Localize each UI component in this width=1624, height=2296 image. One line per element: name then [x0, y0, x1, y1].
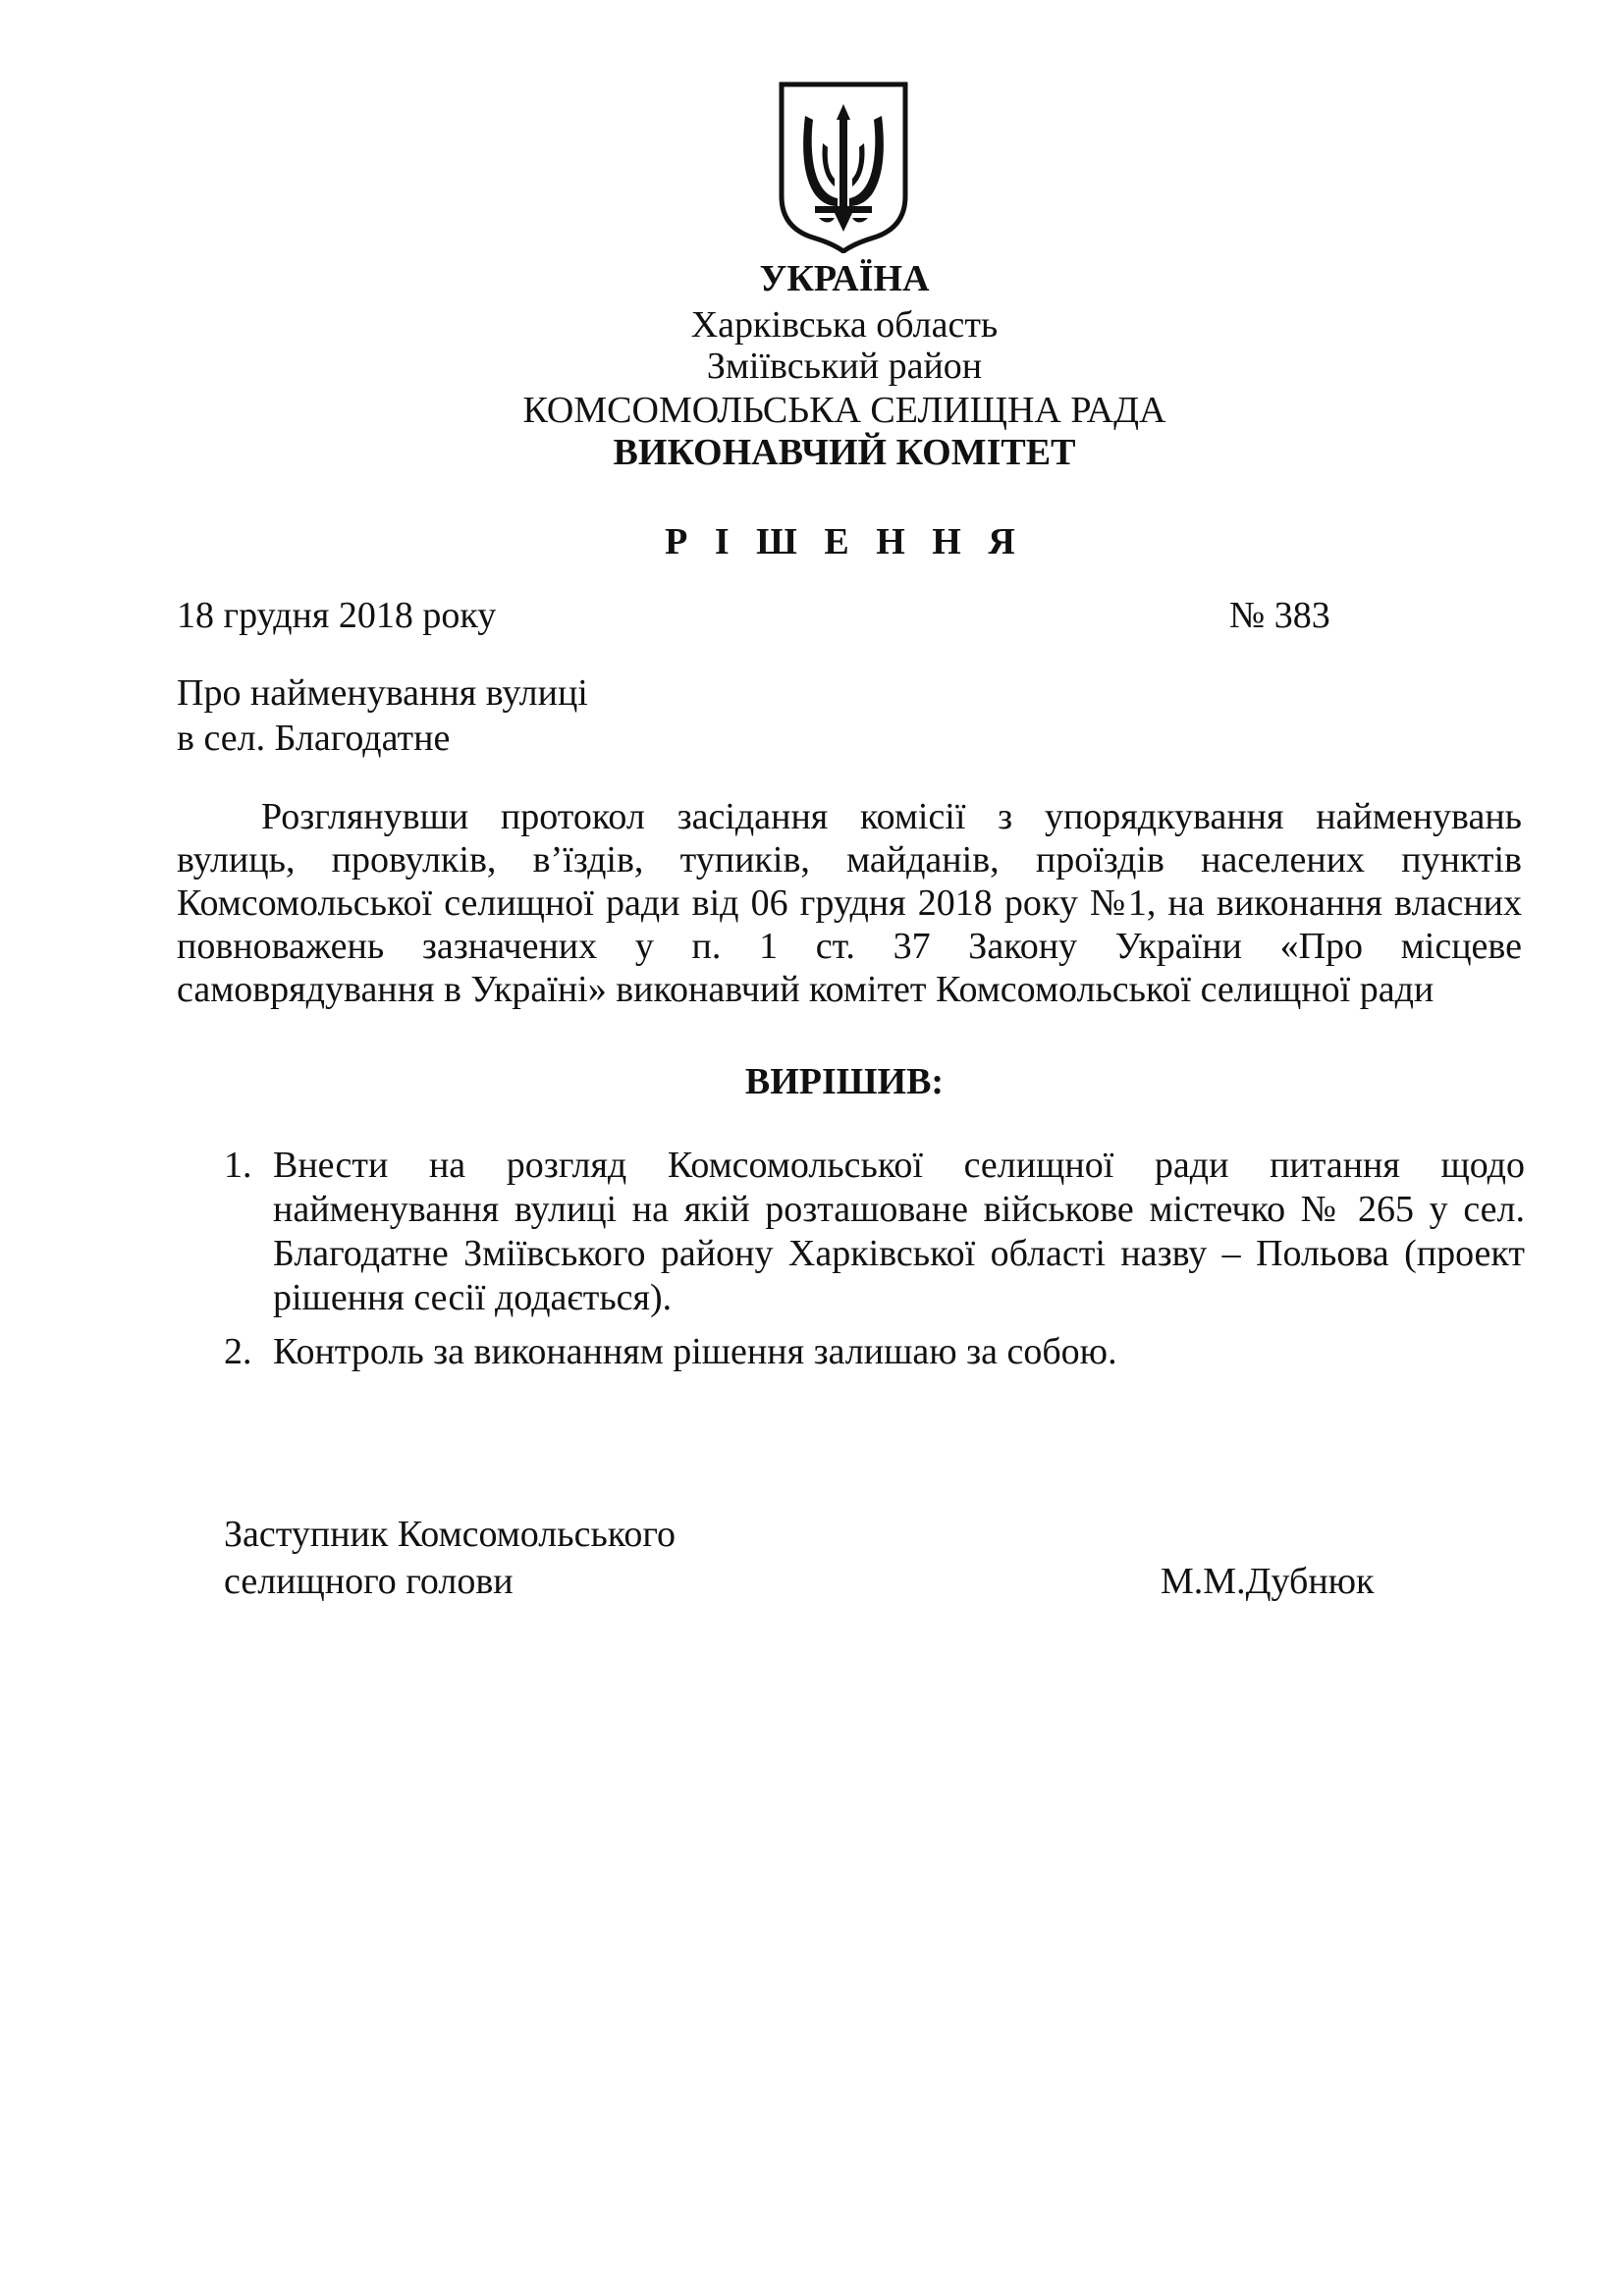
document-date: 18 грудня 2018 року — [177, 595, 497, 636]
preamble-line: Розглянувши протокол засідання комісії з упорядкування найменувань — [261, 796, 1522, 837]
list-item-line: найменування вулиці на якій розташоване військове містечко № 265 у сел. — [273, 1189, 1525, 1230]
council-heading: КОМСОМОЛЬСЬКА СЕЛИЩНА РАДА — [522, 390, 1166, 431]
oblast-heading: Харківська область — [690, 304, 999, 346]
list-item-line: рішення сесії додається). — [273, 1277, 673, 1318]
list-item-line: Внести на розгляд Комсомольської селищної ради питання щодо — [273, 1145, 1525, 1186]
trident-coat-of-arms-icon — [776, 80, 911, 253]
raion-heading: Зміївський район — [706, 346, 983, 387]
signatory-title-line: Заступник Комсомольського — [224, 1514, 676, 1555]
subject-line: в сел. Благодатне — [177, 718, 451, 759]
signatory-title-line: селищного голови — [224, 1561, 514, 1602]
preamble-line: повноважень зазначених у п. 1 ст. 37 Закону України «Про місцеве — [177, 926, 1522, 967]
preamble-line: самоврядування в Україні» виконавчий комітет Комсомольської селищної ради — [177, 969, 1435, 1010]
document-type-title: Р І Ш Е Н Н Я — [665, 521, 1024, 562]
list-item-line: Благодатне Зміївського району Харківської області назву – Польова (проект — [273, 1233, 1525, 1274]
preamble-line: вулиць, провулків, в’їздів, тупиків, майданів, проїздів населених пунктів — [177, 839, 1522, 881]
list-item-number: 1. — [224, 1145, 252, 1186]
signatory-name: М.М.Дубнюк — [1161, 1561, 1375, 1602]
committee-heading: ВИКОНАВЧИЙ КОМІТЕТ — [613, 432, 1076, 473]
subject-line: Про найменування вулиці — [177, 672, 588, 714]
list-item-line: Контроль за виконанням рішення залишаю за собою. — [273, 1331, 1117, 1372]
document-number: № 383 — [1229, 595, 1330, 636]
decided-heading: ВИРІШИВ: — [744, 1061, 945, 1102]
preamble-line: Комсомольської селищної ради від 06 грудня 2018 року №1, на виконання власних — [177, 882, 1522, 924]
country-heading: УКРАЇНА — [759, 258, 930, 299]
list-item-number: 2. — [224, 1331, 252, 1372]
